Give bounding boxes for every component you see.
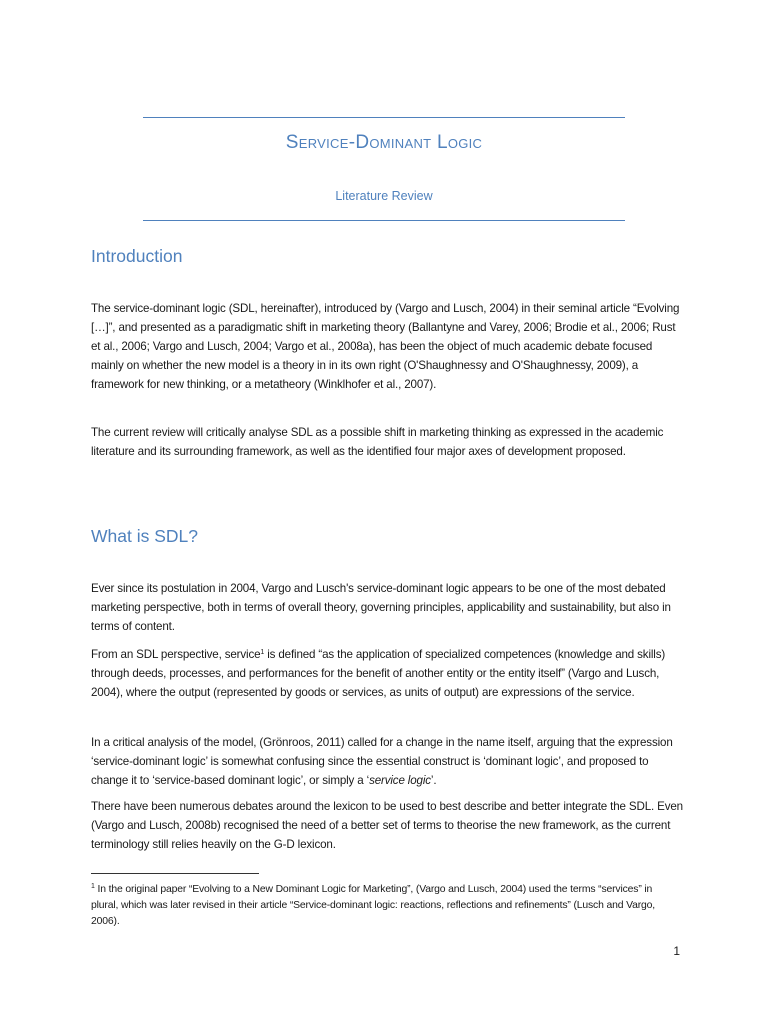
section-heading-what-is-sdl: What is SDL? — [91, 526, 198, 546]
intro-paragraph-1: The service-dominant logic (SDL, hereinafter), introduced by (Vargo and Lusch, 2004) in their seminal article “Evolving […]”, and presented as a paradigmatic shift in marketing theory (Ballantyne and Varey, 2006; Brodie et al., 2006; Rust et al., 2006; Vargo and Lusch, 2004; Vargo et al., 2008a), has been the object of much academic debate focused mainly on whether the new model is a theory in in its own right (O'Shaughnessy and O'Shaughnessy, 2009), a framework for new thinking, or a metatheory (Winklhofer et al., 2007). — [91, 302, 680, 391]
footnote-separator — [91, 873, 259, 874]
footnote-text: In the original paper “Evolving to a New Dominant Logic for Marketing”, (Vargo and Lusch, 2004) used the terms “services” in plural, which was later revised in their article “Service-dominant logic: reactions, reflections and refinements” (Lusch and Vargo, 2006). — [91, 884, 656, 927]
footnote-reference[interactable]: 1 — [260, 649, 265, 656]
section-heading-introduction: Introduction — [91, 246, 183, 266]
sdl-paragraph-2-part-a: From an SDL perspective, service — [91, 648, 261, 661]
document-title: Service-Dominant Logic — [285, 132, 483, 153]
sdl-paragraph-3-emphasis: service logic — [369, 774, 431, 787]
sdl-paragraph-1: Ever since its postulation in 2004, Vargo and Lusch's service-dominant logic appears to be one of the most debated marketing perspective, both in terms of overall theory, governing principles, applicability and sustainability, but also in terms of content. — [91, 582, 671, 633]
title-top-rule — [143, 117, 625, 118]
page-number: 1 — [673, 944, 680, 958]
sdl-paragraph-2-part-b: is defined “as the application of specialized competences (knowledge and skills) through deeds, processes, and performances for the benefit of another entity or the entity itself” (Vargo and Lusch, 2004), where the output (represented by goods or services, as units of output) are expressions of the service. — [91, 648, 666, 699]
title-bottom-rule — [143, 220, 625, 221]
sdl-paragraph-3 — [91, 733, 687, 790]
sdl-paragraph-4: There have been numerous debates around the lexicon to be used to best describe and better integrate the SDL. Even (Vargo and Lusch, 2008b) recognised the need of a better set of terms to theorise the new framework, as the current terminology still relies heavily on the G-D lexicon. — [91, 800, 683, 851]
sdl-paragraph-2 — [91, 645, 687, 702]
intro-paragraph-2: The current review will critically analyse SDL as a possible shift in marketing thinking as expressed in the academic literature and its surrounding framework, as well as the identified four major axes of development proposed. — [91, 426, 664, 458]
footnote-mark: 1 — [91, 883, 95, 890]
footnote — [91, 882, 681, 930]
document-subtitle: Literature Review — [335, 189, 433, 203]
sdl-paragraph-3-part-b: ’. — [430, 774, 437, 787]
sdl-paragraph-3-part-a: In a critical analysis of the model, (Grönroos, 2011) called for a change in the name itself, arguing that the expression ‘service-dominant logic’ is somewhat confusing since the essential construct is ‘dominant logic’, and proposed to change it to ‘service-based dominant logic’, or simply a ‘ — [91, 736, 673, 787]
